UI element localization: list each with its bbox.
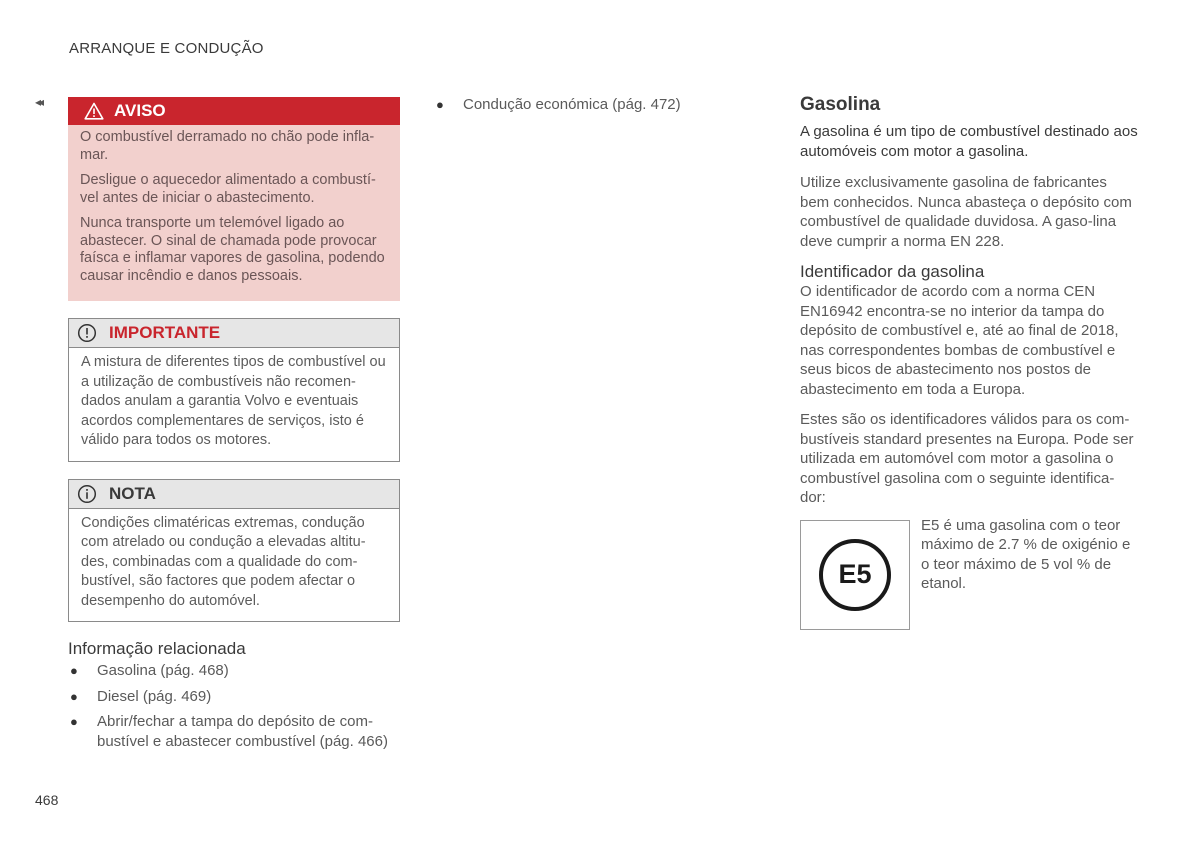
e5-label-text: E5 bbox=[838, 559, 872, 589]
important-text: A mistura de diferentes tipos de combustível ou a utilização de combustíveis não recomen-dados anulam a garantia Volvo e eventuais acordos complementares de serviços, isto é válido para todos os motores. bbox=[81, 354, 386, 448]
related-link-fuel-cap[interactable] bbox=[68, 712, 400, 751]
note-text: Condições climatéricas extremas, condução com atrelado ou condução a elevadas altitu-des, combinadas com a qualidade do com-bustível, são factores que podem afectar o desempenho do automóvel. bbox=[81, 514, 366, 609]
related-list bbox=[68, 661, 400, 751]
list-item-text: Condução económica (pág. 472) bbox=[463, 96, 681, 113]
warning-header bbox=[68, 97, 400, 125]
e5-fuel-label-icon bbox=[819, 539, 891, 611]
body-paragraph: Utilize exclusivamente gasolina de fabricantes bem conhecidos. Nunca abasteça o depósito com combustível de qualidade duvidosa. A gaso-lina deve cumprir a norma EN 228. bbox=[800, 174, 1132, 250]
previous-page-marker: ◂◂ bbox=[35, 95, 42, 109]
related-link-gasolina[interactable] bbox=[68, 661, 400, 681]
bullet-icon: ● bbox=[70, 688, 78, 704]
warning-triangle-icon bbox=[84, 102, 104, 120]
note-body bbox=[69, 509, 399, 622]
warning-body bbox=[68, 125, 400, 301]
related-info-title: Informação relacionada bbox=[68, 639, 246, 658]
bullet-icon: ● bbox=[70, 714, 78, 729]
related-list-continued bbox=[434, 95, 734, 115]
note-box bbox=[68, 479, 400, 623]
left-column bbox=[68, 97, 400, 757]
section-header: ARRANQUE E CONDUÇÃO bbox=[69, 40, 264, 57]
important-header bbox=[69, 319, 399, 348]
bullet-icon: ● bbox=[436, 97, 444, 112]
page-number: 468 bbox=[35, 792, 59, 808]
right-column bbox=[800, 94, 1140, 630]
e5-label-frame bbox=[800, 520, 910, 630]
e5-identifier-row bbox=[800, 516, 1140, 630]
important-box bbox=[68, 318, 400, 462]
warning-paragraph: O combustível derramado no chão pode infla-mar. bbox=[80, 129, 375, 163]
warning-box bbox=[68, 97, 400, 301]
middle-column bbox=[434, 95, 734, 121]
warning-paragraph: Desligue o aquecedor alimentado a combustí-vel antes de iniciar o abastecimento. bbox=[80, 172, 376, 206]
body-paragraph: O identificador de acordo com a norma CEN EN16942 encontra-se no interior da tampa do depósito de combustível e, até ao final de 2018, nas correspondentes bombas de combustível e seus bicos de abastecimento nos postos de abastecimento em toda a Europa. bbox=[800, 283, 1119, 398]
list-item-text: Gasolina (pág. 468) bbox=[97, 662, 229, 679]
related-link-diesel[interactable] bbox=[68, 687, 400, 707]
note-header bbox=[69, 480, 399, 509]
body-paragraph: Estes são os identificadores válidos para os com-bustíveis standard presentes na Europa. Pode ser utilizada em automóvel com motor a gasolina o combustível gasolina com o seguinte identifica-dor: bbox=[800, 411, 1134, 506]
important-body bbox=[69, 348, 399, 461]
subsection-title: Identificador da gasolina bbox=[800, 262, 985, 281]
warning-paragraph: Nunca transporte um telemóvel ligado ao abastecer. O sinal de chamada pode provocar faísca e inflamar vapores de gasolina, podendo causar incêndio e danos pessoais. bbox=[80, 215, 385, 284]
list-item-text: Abrir/fechar a tampa do depósito de com-bustível e abastecer combustível (pág. 466) bbox=[97, 713, 388, 750]
section-title: Gasolina bbox=[800, 94, 881, 115]
note-title: NOTA bbox=[109, 483, 156, 503]
lead-paragraph: A gasolina é um tipo de combustível destinado aos automóveis com motor a gasolina. bbox=[800, 123, 1138, 160]
bullet-icon: ● bbox=[70, 663, 78, 678]
e5-description: E5 é uma gasolina com o teor máximo de 2.7 % de oxigénio e o teor máximo de 5 vol % de etanol. bbox=[921, 516, 1131, 592]
related-link-economic-driving[interactable] bbox=[434, 95, 734, 115]
important-title: IMPORTANTE bbox=[109, 323, 221, 342]
warning-title: AVISO bbox=[114, 101, 166, 120]
info-circle-icon bbox=[77, 484, 97, 504]
exclamation-circle-icon bbox=[77, 323, 97, 343]
list-item-text: Diesel (pág. 469) bbox=[97, 687, 212, 705]
